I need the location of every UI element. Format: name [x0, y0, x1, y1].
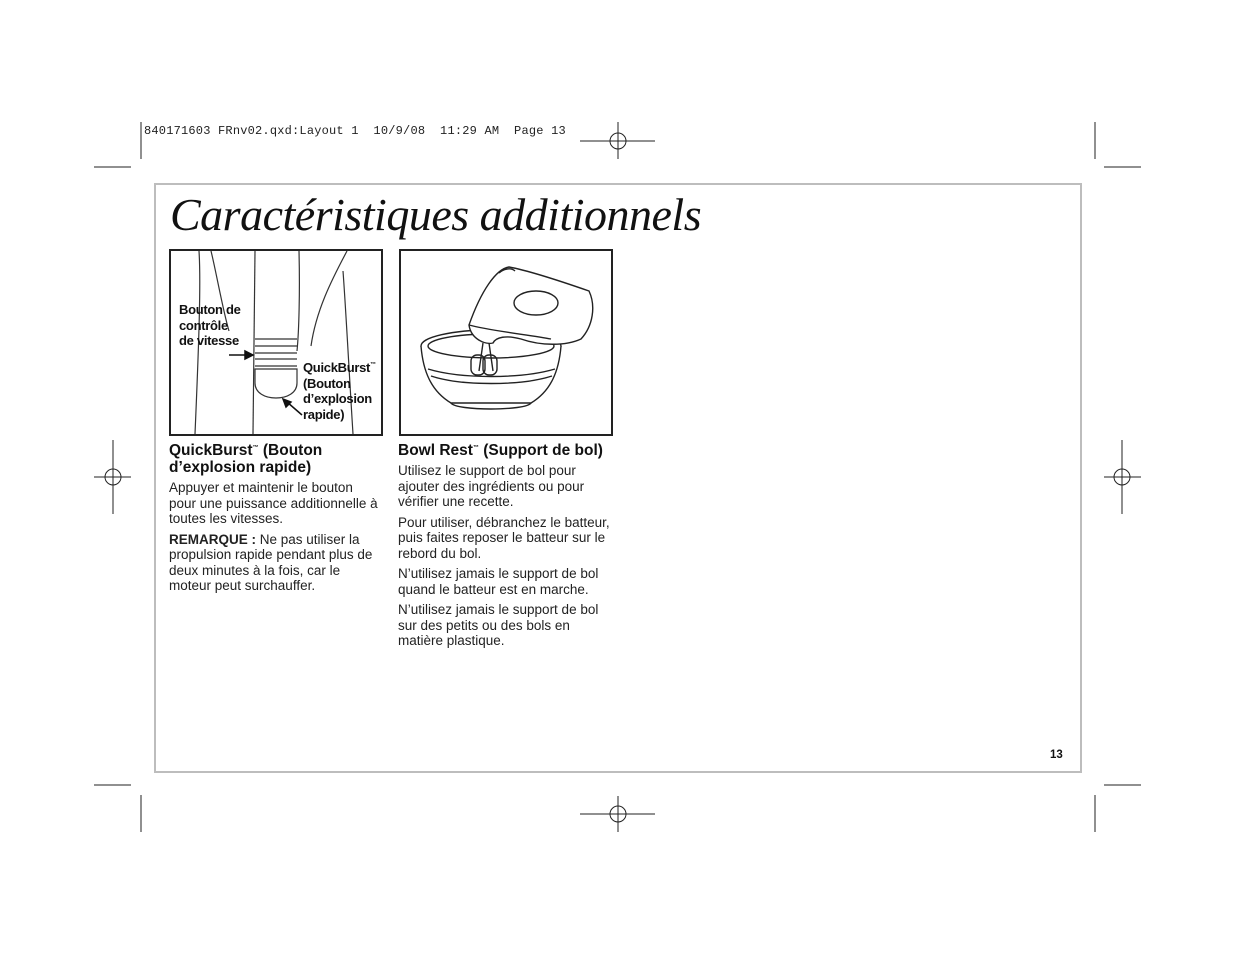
figure-bowl-rest — [399, 249, 613, 436]
registration-mark-icon — [580, 122, 655, 159]
heading-quickburst: QuickBurst™ (Bouton d’explosion rapide) — [169, 442, 323, 476]
page-title: Caractéristiques additionnels — [170, 189, 702, 240]
quickburst-note — [169, 532, 383, 594]
registration-mark-icon — [1104, 440, 1141, 514]
registration-mark-icon — [94, 440, 131, 514]
mixer-on-bowl-illustration — [401, 251, 611, 434]
bowl-rest-paragraph-3: N’utilisez jamais le support de bol quand le batteur est en marche. — [398, 566, 599, 597]
section-quickburst — [169, 442, 383, 599]
note-text: Ne pas utiliser la propulsion rapide pendant plus de deux minutes à la fois, car le moteur peut surchauffer. — [169, 531, 373, 593]
registration-mark-icon — [580, 796, 655, 832]
bowl-rest-paragraph-4: N’utilisez jamais le support de bol sur des petits ou des bols en matière plastique. — [398, 602, 599, 648]
section-bowl-rest — [398, 442, 612, 654]
page-number: 13 — [1050, 749, 1063, 761]
heading-bowl-rest: Bowl Rest™ (Support de bol) — [398, 442, 603, 459]
quickburst-paragraph: Appuyer et maintenir le bouton pour une puissance additionnelle à toutes les vitesses. — [169, 480, 378, 526]
figure-speed-control — [169, 249, 383, 436]
callout-quickburst: QuickBurst™ (Bouton d’explosion rapide) — [303, 360, 376, 422]
print-slug-line: 840171603 FRnv02.qxd:Layout 1 10/9/08 11:29 AM Page 13 — [144, 124, 566, 138]
bowl-rest-paragraph-1: Utilisez le support de bol pour ajouter des ingrédients ou pour vérifier une recette. — [398, 463, 585, 509]
note-label: REMARQUE : — [169, 531, 256, 547]
callout-speed-control: Bouton de contrôle de vitesse — [179, 302, 241, 348]
bowl-rest-paragraph-2: Pour utiliser, débranchez le batteur, puis faites reposer le batteur sur le rebord du bol. — [398, 514, 610, 561]
